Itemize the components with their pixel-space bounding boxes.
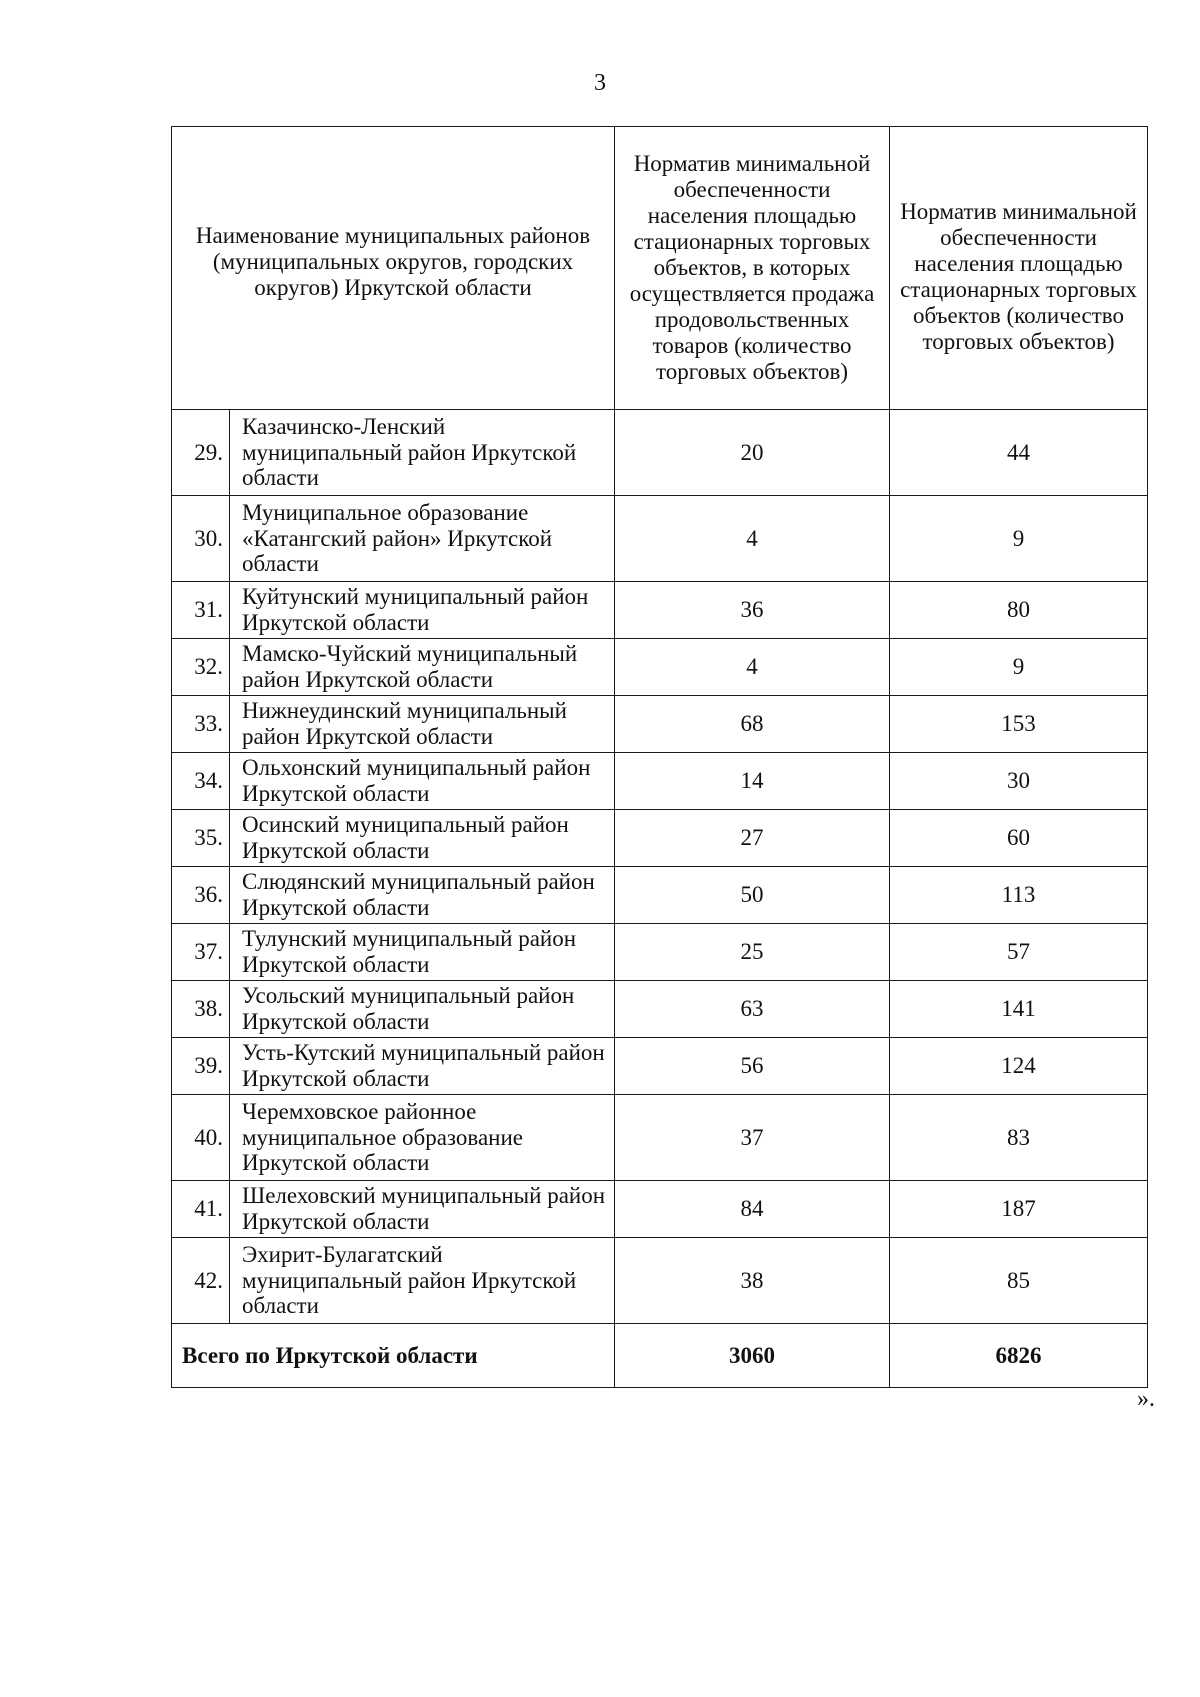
total-food-value: 3060 [615,1324,890,1388]
header-food: Норматив минимальной обеспеченности населения площадью стационарных торговых объектов, в которых осуществляется продажа продовольственных товаров (количество торговых объектов) [615,127,890,410]
table-row [172,1038,1148,1095]
row-name: Шелеховский муниципальный район Иркутской области [230,1181,615,1238]
row-all-value: 187 [890,1181,1148,1238]
table-row [172,639,1148,696]
row-all-value: 9 [890,496,1148,582]
row-all-value: 44 [890,410,1148,496]
header-name: Наименование муниципальных районов (муниципальных округов, городских округов) Иркутской области [172,127,615,410]
row-number: 32. [172,639,230,696]
row-name: Ольхонский муниципальный район Иркутской области [230,753,615,810]
table-row [172,867,1148,924]
row-name: Слюдянский муниципальный район Иркутской области [230,867,615,924]
row-number: 31. [172,582,230,639]
row-number: 41. [172,1181,230,1238]
row-all-value: 124 [890,1038,1148,1095]
row-food-value: 20 [615,410,890,496]
row-name: Нижнеудинский муниципальный район Иркутской области [230,696,615,753]
row-food-value: 50 [615,867,890,924]
row-all-value: 113 [890,867,1148,924]
total-all-value: 6826 [890,1324,1148,1388]
row-all-value: 141 [890,981,1148,1038]
table-row [172,496,1148,582]
row-name: Черемховское районное муниципальное образование Иркутской области [230,1095,615,1181]
page-number: 3 [594,70,606,96]
row-food-value: 84 [615,1181,890,1238]
row-food-value: 36 [615,582,890,639]
row-name: Тулунский муниципальный район Иркутской области [230,924,615,981]
row-food-value: 68 [615,696,890,753]
row-number: 33. [172,696,230,753]
row-number: 35. [172,810,230,867]
table-row [172,924,1148,981]
table-row [172,696,1148,753]
row-all-value: 85 [890,1238,1148,1324]
row-food-value: 37 [615,1095,890,1181]
row-all-value: 153 [890,696,1148,753]
row-all-value: 9 [890,639,1148,696]
table-row [172,1238,1148,1324]
row-name: Эхирит-Булагатский муниципальный район Иркутской области [230,1238,615,1324]
table-row [172,753,1148,810]
row-food-value: 38 [615,1238,890,1324]
row-food-value: 14 [615,753,890,810]
row-number: 36. [172,867,230,924]
row-food-value: 27 [615,810,890,867]
row-food-value: 4 [615,496,890,582]
table-row [172,1095,1148,1181]
row-number: 40. [172,1095,230,1181]
row-food-value: 25 [615,924,890,981]
row-number: 34. [172,753,230,810]
norms-table [171,126,1148,1388]
row-all-value: 60 [890,810,1148,867]
row-number: 29. [172,410,230,496]
closing-quote-mark: ». [1137,1386,1155,1412]
row-name: Мамско-Чуйский муниципальный район Иркутской области [230,639,615,696]
table-row [172,410,1148,496]
row-name: Куйтунский муниципальный район Иркутской области [230,582,615,639]
row-food-value: 56 [615,1038,890,1095]
row-all-value: 57 [890,924,1148,981]
row-number: 42. [172,1238,230,1324]
table-header-row [172,127,1148,410]
row-name: Усольский муниципальный район Иркутской области [230,981,615,1038]
total-row [172,1324,1148,1388]
row-food-value: 63 [615,981,890,1038]
row-all-value: 83 [890,1095,1148,1181]
row-all-value: 30 [890,753,1148,810]
row-number: 38. [172,981,230,1038]
row-number: 30. [172,496,230,582]
row-number: 39. [172,1038,230,1095]
row-number: 37. [172,924,230,981]
total-label: Всего по Иркутской области [172,1324,615,1388]
row-food-value: 4 [615,639,890,696]
row-name: Усть-Кутский муниципальный район Иркутской области [230,1038,615,1095]
row-name: Осинский муниципальный район Иркутской области [230,810,615,867]
table-row [172,981,1148,1038]
row-name: Казачинско-Ленский муниципальный район Иркутской области [230,410,615,496]
table-row [172,1181,1148,1238]
row-all-value: 80 [890,582,1148,639]
table-row [172,582,1148,639]
header-all: Норматив минимальной обеспеченности населения площадью стационарных торговых объектов (количество торговых объектов) [890,127,1148,410]
row-name: Муниципальное образование «Катангский район» Иркутской области [230,496,615,582]
table-row [172,810,1148,867]
